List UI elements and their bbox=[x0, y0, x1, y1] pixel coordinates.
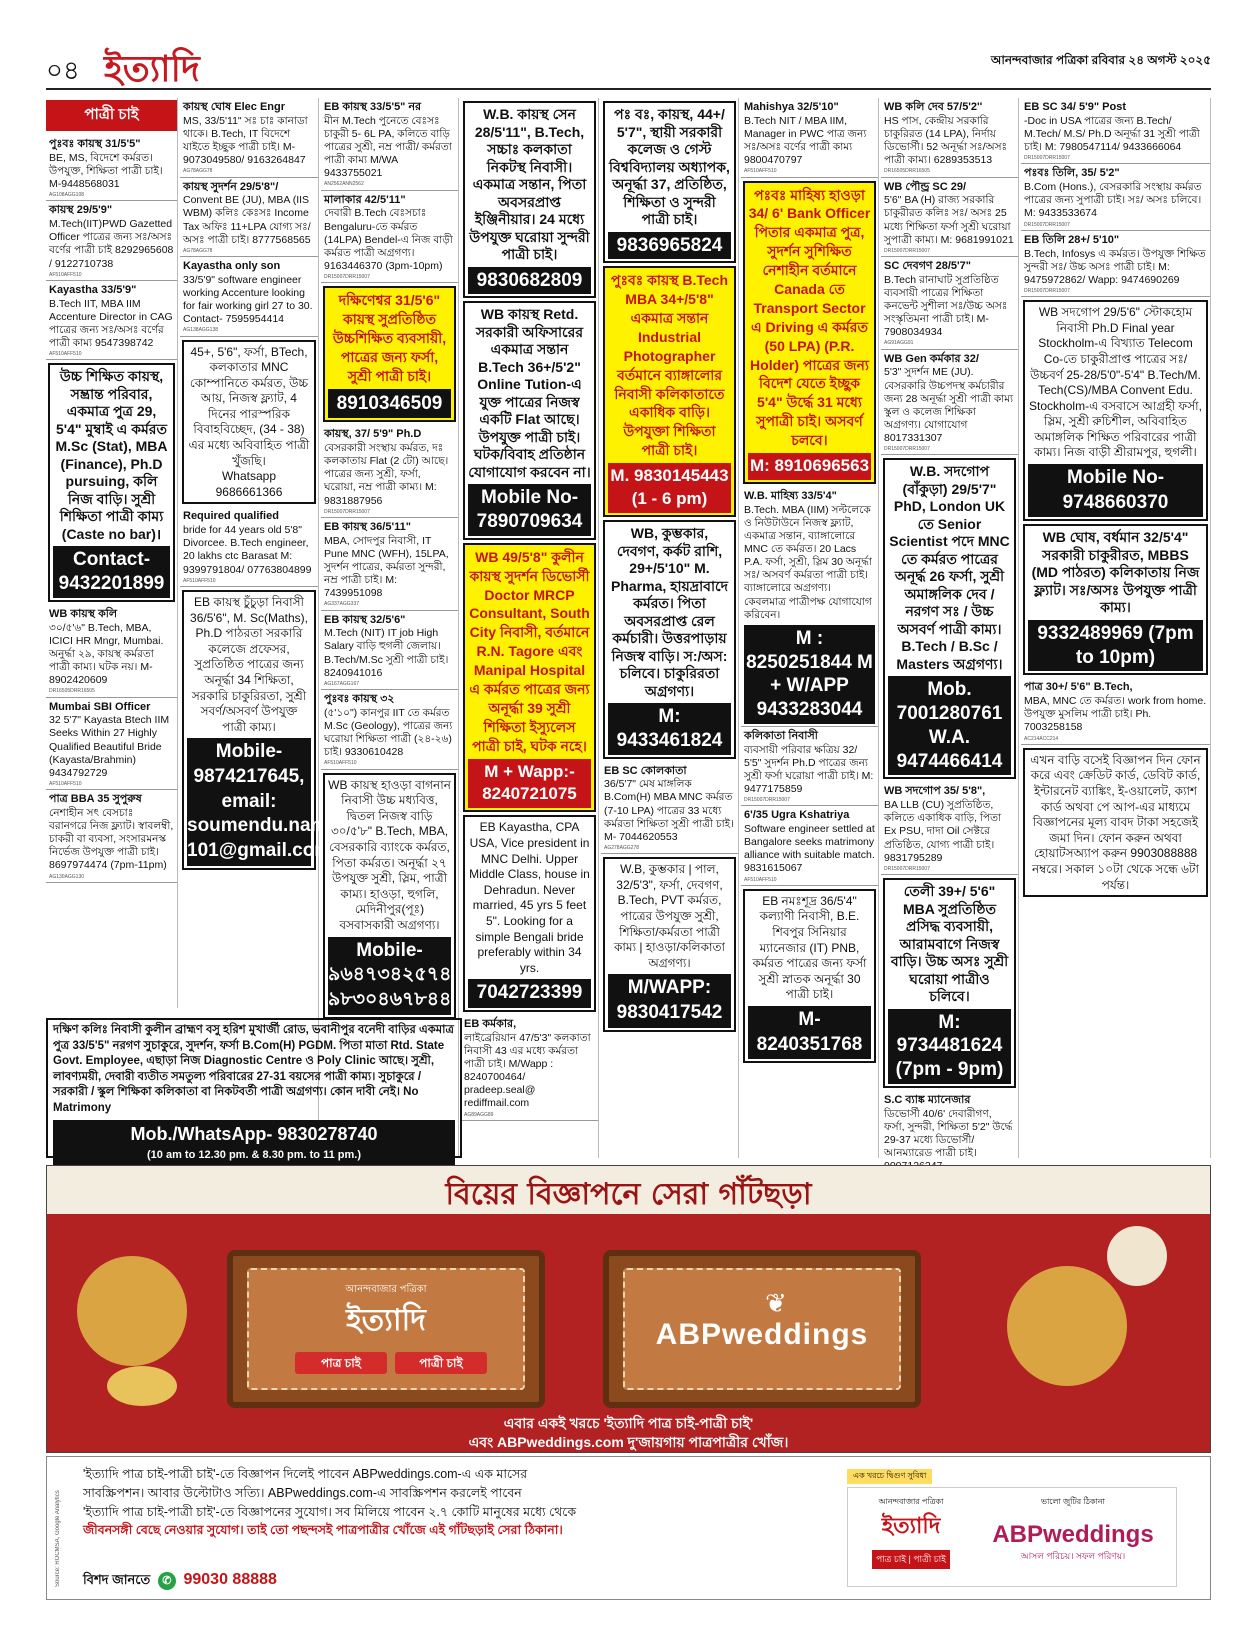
ad-heading: পঃবঃ তিলি, 35/ 5'2" bbox=[1024, 167, 1120, 180]
ad-text: W.B. কায়স্থ সেন 28/5'11", B.Tech, সচ্চাঃ কলকাতা নিকটস্থ নিবাসী। একমাত্র সন্তান, পিতা অবসরপ্রাপ্ত ইঞ্জিনীয়ার। 24 মধ্যে উপযুক্ত ঘরোয়া সুন্দরী পাত্রী চাই। bbox=[469, 106, 590, 262]
classified-ad bbox=[881, 98, 1018, 178]
abpweddings-card-inner bbox=[623, 1268, 901, 1390]
ad-heading: WB সদগোপ 35/ 5'8", bbox=[884, 785, 986, 798]
ad-heading: পাত্র 30+/ 5'6" B.Tech, bbox=[1024, 681, 1133, 694]
section-title: ইত্যাদি bbox=[104, 49, 200, 90]
ad-text: BA LLB (CU) সুপ্রতিষ্ঠিত, কলিতে একাধিক বাড়ি, পিতা Ex PSU, দাদা Oil সেক্টরে প্রতিষ্ঠিত, যোগ্য পাত্রী চাই। 9831795289 bbox=[884, 799, 1001, 864]
double-benefit-tag: এক খরচে দ্বিগুণ সুবিধা bbox=[847, 1469, 932, 1484]
ad-text: 45+, 5'6", ফর্সা, BTech, কলকাতার MNC কোম্পানিতে কর্মরত, উচ্চ আয়, নিজস্ব ফ্ল্যাট, 4 দিনের পারস্পরিক বিবাহবিচ্ছেদ, (34 - 38) এর মধ্যে অবিবাহিত পাত্রী খুঁজছি। bbox=[188, 344, 310, 468]
ad-heading: Kayastha 33/5'9" bbox=[49, 283, 137, 296]
ad-text: W.B. সদগোপ (বাঁকুড়া) 29/5'7" PhD, London UK তে Senior Scientist পদে MNC তে কর্মরত পাত্রের অনূর্দ্ধ 26 ফর্সা, সুশ্রী অমাঙ্গলিক দেব / নরগণ সঃ / উচ্চ অসবর্ণ পাত্রী কাম্য। B.Tech / B.Sc / Masters অগ্রগণ্য। bbox=[889, 463, 1010, 672]
ad-text: WB 49/5'8" কুলীন কায়স্থ সুদর্শন ডিভোর্সী Doctor MRCP Consultant, South City নিবাসী, বর্তমানে R.N. Tagore এবং Manipal Hospital এ কর্মরত পাত্রের জন্য অনূর্দ্ধা 39 সুশ্রী শিক্ষিতা ইস্যুলেস পাত্রী চাই, ঘটক নহে। bbox=[469, 548, 590, 754]
classified-ad bbox=[743, 889, 876, 1064]
classified-ad bbox=[321, 518, 458, 611]
abpweddings-logo-title: ABPweddings bbox=[992, 1521, 1154, 1548]
classified-ad bbox=[603, 857, 736, 1032]
ad-text: EB কায়স্থ চুঁচুড়া নিবাসী 36/5'6", M. Sc(Maths), Ph.D পাঠরতা সরকারি কলেজে প্রফেসর, সুপ্রতিষ্ঠিত পাত্রের জন্য অনূর্দ্ধা 34 শিক্ষিতা, সরকারি চাকুরিরতা, সুশ্রী সবর্ণ/অসবর্ণ উপযুক্ত পাত্রী কাম্য। bbox=[190, 594, 308, 734]
abpweddings-logo bbox=[978, 1496, 1168, 1580]
decor-item-right bbox=[1107, 1226, 1167, 1286]
ad-code: AG167AGG167 bbox=[324, 680, 360, 687]
ad-text: 5'6" BA (H) রাজ্য সরকারি চাকুরীরত কলিঃ সঃ/ অসঃ 25 মধ্যে শিক্ষিতা ফর্সা সুশ্রী ঘরোয়া সুপাত্রী কাম্য। M: 9681991021 bbox=[884, 194, 1014, 246]
abpweddings-card bbox=[603, 1250, 921, 1408]
abpweddings-logo-sub: ভালো জুটির ঠিকানা bbox=[1040, 1497, 1105, 1506]
info-line-3: 'ইত্যাদি পাত্র চাই-পাত্রী চাই'-তে বিজ্ঞাপনের সুযোগ। সব মিলিয়ে পাবেন ২.৭ কোটি মানুষের মধ্যে থেকে bbox=[83, 1504, 577, 1519]
ad-text: দক্ষিণেশ্বর 31/5'6" কায়স্থ সুপ্রতিষ্ঠিত উচ্চশিক্ষিত ব্যবসায়ী, পাত্রের জন্য ফর্সা, সুশ্রী পাত্রী চাই। bbox=[332, 292, 447, 384]
ad-code: AF510AFF510 bbox=[49, 271, 82, 278]
info-line-2: সাবস্ক্রিপশন। আবার উল্টোটাও সত্যি। ABPweddings.com-এ সাবস্ক্রিপশন করলেই পাবেন bbox=[83, 1485, 522, 1500]
ad-code: AC214ACC214 bbox=[1024, 735, 1059, 742]
banner-title: বিয়ের বিজ্ঞাপনে সেরা গাঁটছড়া bbox=[445, 1177, 812, 1212]
column-c6 bbox=[741, 98, 879, 1158]
classified-ad bbox=[1021, 98, 1210, 164]
ad-code: AN2562ANN2562 bbox=[324, 181, 364, 188]
ad-phone: Contact-9432201899 bbox=[53, 546, 170, 598]
page-header bbox=[46, 40, 1211, 90]
classified-ad bbox=[463, 815, 596, 1012]
ad-heading: Mahishya 32/5'10" bbox=[744, 101, 839, 113]
ad-text: ৩০/৫'৬" B.Tech, MBA, ICICI HR Mngr, Mumbai. অনুর্দ্ধা ২৯, কায়স্থ কর্মরতা পাত্রী কাম্য। ঘটক নয়। M-8902420609 bbox=[49, 621, 164, 687]
ad-text: 36/5'7" মেষ মাঙ্গলিক B.Com(H) MBA MNC কর্মরত (7-10 LPA) পাত্রের 33 মধ্যে কর্মরতা শিক্ষিতা সুশ্রী পাত্রী চাই। M- 7044620553 bbox=[604, 778, 734, 843]
ad-heading: S.C ব্যাঙ্ক ম্যানেজার bbox=[884, 1093, 971, 1106]
banner-footer bbox=[47, 1414, 1210, 1452]
classified-ad bbox=[1021, 164, 1210, 230]
ad-code: DR15007DRR15007 bbox=[884, 247, 930, 254]
ad-heading: EB SC কোলকাতা bbox=[604, 764, 687, 777]
classified-ad bbox=[180, 507, 318, 587]
classified-ad bbox=[1021, 678, 1210, 744]
ad-code: AF510AFF510 bbox=[324, 760, 357, 767]
whatsapp-number: 99030 88888 bbox=[183, 1571, 277, 1588]
ad-heading: কায়স্থ ঘোষ Elec Engr bbox=[183, 101, 286, 113]
classified-ad bbox=[881, 782, 1018, 875]
column-c5 bbox=[601, 98, 739, 1158]
ad-text: B.Tech, Infosys এ কর্মরত। উপযুক্ত শিক্ষিত সুন্দরী সঃ/ উচ্চ অসঃ পাত্রী চাই। M: 9475972862/ Wapp: 9474690269 bbox=[1024, 247, 1206, 286]
ad-code: AF510AFF510 bbox=[49, 351, 82, 358]
ad-phone: M : 8250251844 M + W/APP 9433283044 bbox=[744, 625, 875, 724]
decor-plate-right bbox=[1007, 1266, 1127, 1386]
classified-ad bbox=[182, 340, 316, 505]
ad-phone: Mobile No- 7890709634 bbox=[468, 484, 591, 536]
ad-text: B.Tech রানাঘাট সুপ্রতিষ্ঠিত ব্যবসায়ী পাত্রের শিক্ষিতা কনভেন্ট সুশীলা সঃ/উচ্চ অসঃ সংস্কৃতিমনা পাত্রী চাই। M-7908034934 bbox=[884, 273, 1008, 339]
ad-code: AF510AFF510 bbox=[183, 577, 216, 584]
ad-code: AG138AGG138 bbox=[183, 327, 219, 334]
ad-heading: Required qualified bbox=[183, 510, 279, 523]
ad-heading: Kayastha only son bbox=[183, 260, 281, 272]
ad-text: B.Tech IIT, MBA IIM Accenture Director in CAG পাত্রের জন্য সঃ/অসঃ বর্ণের পাত্রী কাম্য 9547398742 bbox=[49, 297, 173, 349]
ad-phone: Mobile- ৯৬৪৭৩৪২৫৭৪ ৯৮৩০৪৬৭৮৪৪ bbox=[328, 937, 451, 1015]
classified-ad bbox=[321, 98, 458, 191]
patri-chai-pill: পাত্রী চাই bbox=[395, 1352, 487, 1374]
classified-ad bbox=[180, 178, 318, 258]
ad-code: DR15007DRR15007 bbox=[1024, 221, 1070, 228]
source-note: Source: ROCMSA, Google Analytics bbox=[55, 1490, 61, 1587]
ad-code: AG78AGG78 bbox=[183, 247, 213, 254]
ad-code: DR15007DRR15007 bbox=[324, 274, 370, 280]
classified-ad bbox=[323, 773, 456, 1019]
classified-ad bbox=[1023, 524, 1208, 675]
ad-heading: EB তিলি 28+/ 5'10" bbox=[1024, 233, 1120, 246]
wide-ad-hours: (10 am to 12.30 pm. & 8.30 pm. to 11 pm.) bbox=[53, 1148, 455, 1165]
decor-plate-left-small bbox=[107, 1366, 177, 1406]
classified-ad bbox=[323, 286, 456, 422]
decor-plate-left bbox=[77, 1256, 187, 1366]
ad-heading: WB পৌন্ড্র SC 29/ bbox=[884, 180, 967, 193]
ad-heading: মালাকার 42/5'11" bbox=[324, 193, 406, 206]
column-c3 bbox=[321, 98, 459, 1158]
classified-ad bbox=[883, 878, 1016, 1088]
bottom-info-text bbox=[83, 1465, 803, 1540]
ittadi-card-inner bbox=[247, 1268, 525, 1390]
ad-code: AG108AGG108 bbox=[49, 192, 85, 199]
ad-code: DR15007DRR15007 bbox=[884, 865, 930, 872]
ad-text: M.Tech(IIT)PWD Gazetted Officer পাত্রের জন্য সঃ/অসঃ বর্ণের পাত্রী চাই 8292965608 / 9122710738 bbox=[49, 218, 174, 270]
ad-code: DR16505DRR16505 bbox=[49, 688, 95, 695]
ad-heading: SC দেবগণ 28/5'7" bbox=[884, 260, 971, 272]
classified-ad bbox=[180, 98, 318, 178]
ad-code: AG78AGG78 bbox=[183, 168, 213, 175]
ad-code: DR16505DRR16505 bbox=[884, 168, 930, 175]
section-tag: পাত্রী চাই bbox=[46, 100, 177, 131]
ad-text: WB সদগোপ 29/5'6" স্টোকহোম নিবাসী Ph.D Final year Stockholm-এ বিখ্যাত Telecom Co-তে চাকুরীপ্রাপ্ত পাত্রের সঃ/উচ্চবর্ণ 25-28/5'0"-5'4" B.Tech/M. Tech(CS)/MBA Convent Edu. Stockholm-এ বসবাসে আগ্রহী ফর্সা, স্লিম, সুশ্রী রুচিশীল, অবিবাহিত অমাঙ্গলিক শিক্ষিত পরিবারের পাত্রী কাম্য। নিজ বাড়ী শ্রীরামপুর, হুগলী। bbox=[1029, 305, 1202, 460]
ad-text: 33/5'9" software engineer working Accenture looking for fair working girl 27 to 30. Contact- 7595954414 bbox=[183, 273, 313, 326]
ad-text: 5'3" সুদর্শন ME (JU). বেসরকারি উচ্চপদস্থ কর্মচারীর জন্য 28 অনূর্দ্ধা সুশ্রী পাত্রী কাম্য স্কুল ও কলেজ শিক্ষিকা অগ্রগণ্য। যোগাযোগ 8017331307 bbox=[884, 366, 1014, 444]
classified-ad bbox=[1023, 748, 1208, 897]
ad-heading: EB SC 34/ 5'9" Post bbox=[1024, 101, 1126, 113]
ad-heading: পাত্র BBA 35 সুপুরুষ bbox=[49, 793, 142, 806]
ittadi-logo-sub: আনন্দবাজার পত্রিকা bbox=[878, 1497, 944, 1506]
ad-phone: M/WAPP: 9830417542 bbox=[608, 974, 731, 1027]
whatsapp-icon: ✆ bbox=[158, 1572, 176, 1590]
ad-text: পঃবঃ মাহিষ্য হাওড়া 34/ 6' Bank Officer পিতার একমাত্র পুত্র, সুদর্শন সুশিক্ষিত নেশাহীন বর্তমানে Canada তে Transport Sector এ Driving এ কর্মরত (50 LPA) (P.R. Holder) পাত্রের জন্য বিদেশ যেতে ইচ্ছুক 5'4" উর্দ্ধে 31 মধ্যে সুপাত্রী চাই। অসবর্ণ চলবে। bbox=[748, 186, 871, 449]
whatsapp-line bbox=[83, 1571, 277, 1592]
ad-heading: EB কর্মকার, bbox=[464, 1018, 517, 1031]
ad-code: DR15007DRR15007 bbox=[744, 797, 790, 804]
ad-phone: M- 8240351768 bbox=[748, 1006, 871, 1059]
info-line-1: 'ইত্যাদি পাত্র চাই-পাত্রী চাই'-তে বিজ্ঞাপন দিলেই পাবেন ABPweddings.com-এ এক মাসের bbox=[83, 1467, 528, 1481]
classified-ad bbox=[46, 605, 177, 698]
classified-ad bbox=[1021, 231, 1210, 297]
ad-phone: M + Wapp:- 8240721075 bbox=[468, 759, 591, 809]
paper-dateline: আনন্দবাজার পত্রিকা রবিবার ২৪ অগস্ট ২০২৫ bbox=[990, 53, 1211, 67]
column-c8 bbox=[1021, 98, 1211, 1158]
classified-ad bbox=[46, 281, 177, 361]
ad-text: উচ্চ শিক্ষিত কায়স্থ, সম্ভ্রান্ত পরিবার, একমাত্র পুত্র 29, 5'4" মুম্বাই এ কর্মরত M.Sc (Stat), MBA (Finance), Ph.D pursuing, কলি নিজ বাড়ি। সুশ্রী শিক্ষিতা পাত্রী কাম্য (Caste no bar)। bbox=[55, 368, 168, 542]
ad-text: B.Tech NIT / MBA IIM, Manager in PWC পাত্র জন্য সঃ/অসঃ বর্ণের পাত্রী কাম্য 9800470797 bbox=[744, 114, 867, 167]
ad-text: 32 5'7" Kayasta Btech IIM Seeks Within 27 Highly Qualified Beautiful Bride (Kayasta/Brahmin) 9434792729 bbox=[49, 714, 170, 779]
ad-heading: পুঃবঃ কায়স্থ 31/5'5" bbox=[49, 138, 141, 150]
ad-phone: M. 9830145443 (1 - 6 pm) bbox=[608, 463, 731, 513]
ad-phone: M: 8910696563 bbox=[748, 453, 871, 480]
ittadi-card bbox=[227, 1250, 545, 1408]
ad-code: AG130AGG130 bbox=[49, 873, 85, 880]
classified-ad bbox=[741, 98, 878, 178]
classified-ad bbox=[603, 101, 736, 263]
classified-ad bbox=[180, 257, 318, 337]
ad-phone: Mobile- 9874217645, email: soumendu.nandy 101@gmail.com bbox=[187, 738, 311, 865]
classified-ad bbox=[601, 762, 738, 855]
ad-phone: M: 9734481624 (7pm - 9pm) bbox=[888, 1009, 1011, 1084]
bottom-info-box bbox=[46, 1456, 1211, 1600]
ad-heading: 6'/35 Ugra Kshatriya bbox=[744, 809, 850, 822]
ittadi-card-title: ইত্যাদি bbox=[346, 1304, 426, 1337]
classified-ad bbox=[741, 727, 878, 807]
ad-heading: WB কায়স্থ কলি bbox=[49, 607, 118, 620]
classified-ad bbox=[463, 301, 596, 540]
ad-text: মীন M.Tech পুনেতে বেঃসঃ চাকুরী 5- 6L PA, কলিতে বাড়ি পাত্রের সুশ্রী, নম্র পাত্রী/ কর্মরতা পাত্রী কাম্য M/WA 9433755021 bbox=[324, 114, 452, 180]
ad-text: EB নমঃশূদ্র 36/5'4" কল্যাণী নিবাসী, B.E. শিবপুর সিনিয়ার ম্যানেজার (IT) PNB, কর্মরত পাত্রের জন্য ফর্সা সুশ্রী স্নাতক অনূর্দ্ধা 30 পাত্রী চাই। bbox=[752, 893, 867, 1002]
ad-text: M.Tech (NIT) IT job High Salary বাড়ি হুগলী জেলায়। B.Tech/M.Sc সুশ্রী পাত্রী চাই। 8240941016 bbox=[324, 627, 449, 679]
ad-text: W.B, কুম্ভকার | পাল, 32/5'3", ফর্সা, দেবগণ, B.Tech, PVT কর্মরত, পাত্রের উপযুক্ত সুশ্রী, শিক্ষিতা/কর্মরতা পাত্রী কাম্য | হাওড়া/কলিকাতা অগ্রগণ্য। bbox=[614, 862, 725, 970]
ad-code: DR15007DRR15007 bbox=[1024, 287, 1070, 294]
ad-text: ব্যবসায়ী পরিবার ক্ষত্রিয় 32/ 5'5" সুদর্শন Ph.D পাত্রের জন্য সুশ্রী ফর্সা ঘরোয়া পাত্রী চাই। M: 9477175859 bbox=[744, 743, 874, 795]
ad-heading: পুঃবঃ কায়স্থ ৩২ bbox=[324, 693, 395, 706]
ad-heading: কায়স্থ সুদর্শন 29/5'8"/ bbox=[183, 180, 279, 193]
wide-classified-ad bbox=[46, 1018, 462, 1162]
newspaper-page bbox=[46, 40, 1211, 1600]
ad-text: দেবারী B.Tech বেঃসচাঃ Bengaluru-তে কর্মরত (14LPA) Bendel-এ নিজ বাড়ী কর্মরত পাত্রী অগ্রগণ্য। 9163446370 (3pm-10pm) bbox=[324, 207, 453, 272]
ad-text: -Doc in USA পাত্রের জন্য B.Tech/ M.Tech/ M.S/ Ph.D অনূর্দ্ধা 31 সুশ্রী পাত্রী চাই। M: 7980547114/ 9433666064 bbox=[1024, 114, 1200, 153]
classified-ad bbox=[321, 425, 458, 518]
ad-code: AF510AFF510 bbox=[744, 168, 777, 175]
ad-code: AG89AGG89 bbox=[464, 1111, 494, 1118]
ad-heading: কলিকাতা নিবাসী bbox=[744, 729, 818, 742]
ad-text: ডিভোর্সী 40/6' দেবারীগণ, ফর্সা, সুন্দরী, শিক্ষিতা 5'2" উর্দ্ধে 29-37 মধ্যে ডিভোর্সী/ আনম্যারেড পাত্রী চাই। bbox=[884, 1107, 1013, 1159]
info-line-4: জীবনসঙ্গী বেছে নেওয়ার সুযোগ। তাই তো পছন্দসই পাত্রপাত্রীর খোঁজে এই গাঁটছড়াই সেরা ঠিকানা। bbox=[83, 1523, 563, 1538]
ad-text: MBA, MNC তে কর্মরত। work from home. উপযুক্ত মুসলিম পাত্রী চাই। Ph. 7003258158 bbox=[1024, 695, 1207, 734]
ad-code: DR15007DRR15007 bbox=[884, 446, 930, 453]
ad-text: HS পাস, কেন্দ্রীয় সরকারি চাকুরিরত (14 LPA), নির্দায় ডিভোর্সী। 52 অনূর্দ্ধা সঃ/অসঃ পাত্রী কাম্য। 6289353513 bbox=[884, 114, 1008, 167]
classified-ad bbox=[463, 101, 596, 298]
ad-heading: Mumbai SBI Officer bbox=[49, 700, 151, 713]
ad-heading: কায়স্থ, 37/ 5'9" Ph.D bbox=[324, 428, 422, 441]
ad-text: B.Com (Hons.), বেসরকারি সংস্থায় কর্মরত পাত্রের জন্য সুপাত্রী চাই। সঃ/ অসঃ চলিবে। M: 9433533674 bbox=[1024, 181, 1202, 220]
ad-text: MS, 33/5'11" সঃ চাঃ কানাডা থাকে। B.Tech, IT বিদেশে যাইতে ইচ্ছুক পাত্রী চাই। M- 9073049580/ 9163264847 bbox=[183, 114, 308, 167]
ad-text: (৫'১০") কানপুর IIT তে কর্মরত M.Sc (Geology), পাত্রের জন্য ঘরোয়া শিক্ষিতা পাত্রী (২৪-২৬) চাই। 9330610428 bbox=[324, 706, 453, 759]
ad-code: DR15007DRR15007 bbox=[324, 508, 370, 515]
classified-ad bbox=[46, 698, 177, 791]
ad-text: নেশাহীন সৎ বেসচাঃ বরানগরে নিজ ফ্ল্যাট। স্বাবলম্বী, চাকরী বা ব্যবসা, সংসারমনস্ক নির্ভেজ উপযুক্ত পাত্রী চাই। 8697974474 (7pm-11pm) bbox=[49, 806, 174, 872]
ad-heading: WB Gen কর্মকার 32/ bbox=[884, 352, 979, 365]
wide-ad-phone: Mob./WhatsApp- 9830278740 bbox=[53, 1120, 455, 1148]
classified-ad bbox=[883, 458, 1016, 779]
whatsapp-label: বিশদ জানতে bbox=[83, 1572, 151, 1587]
classified-ad bbox=[1023, 300, 1208, 521]
logo-box bbox=[847, 1487, 1177, 1587]
column-c1 bbox=[46, 98, 178, 1008]
ad-text: এখন বাড়ি বসেই বিজ্ঞাপন দিন ফোন করে এবং ক্রেডিট কার্ড, ডেবিট কার্ড, ইন্টারনেট ব্যাঙ্কিং, ই-ওয়ালেট, ক্যাশ কার্ড অথবা পে আপ-এর মাধ্যমে বিজ্ঞাপনের মূল্য বাবদ টাকা সহজেই জমা দিন। ফোন করুন অথবা হোয়াটসঅ্যাপ করুন 9903088888 নম্বরে। সকাল ১০টা থেকে সন্ধে ৬টা পর্যন্ত। bbox=[1030, 752, 1201, 892]
banner-footer-line2: এবং ABPweddings.com দু'জায়গায় পাত্রপাত্রীর খোঁজ। bbox=[468, 1433, 789, 1450]
ittadi-logo-title: ইত্যাদি bbox=[881, 1513, 941, 1538]
ad-text: WB কায়স্থ হাওড়া বাগনান নিবাসী উচ্চ মধ্যবিত্ত, দ্বিতল নিজস্ব বাড়ি ৩০/৫'৮" B.Tech, MBA, বেসরকারি ব্যাংকে কর্মরত, পিতা কর্মরত। অনূর্দ্ধা ২৭ উপযুক্ত সুশ্রী, স্লিম, পাত্রী কাম্য। হাওড়া, হুগলি, মেদিনীপুর(পূঃ) বসবাসকারী অগ্রগণ্য। bbox=[328, 777, 451, 932]
ad-text: WB ঘোষ, বর্ধমান 32/5'4" সরকারী চাকুরীরত, MBBS (MD পাঠরত) কলিকাতায় নিজ ফ্ল্যাট। সঃ/অসঃ উপযুক্ত পাত্রী কাম্য। bbox=[1031, 529, 1200, 616]
classified-ad bbox=[743, 181, 876, 484]
promo-banner bbox=[46, 1165, 1211, 1453]
abpweddings-card-title: ABPweddings bbox=[655, 1318, 869, 1351]
page-number: ০৪ bbox=[46, 56, 80, 86]
ad-text: WB, কুম্ভকার, দেবগণ, কর্কট রাশি, 29+/5'10" M. Pharma, হায়দ্রাবাদে কর্মরত। পিতা অবসরপ্রাপ্ত রেল কর্মচারী। উত্তরপাড়ায় নিজস্ব বাড়ি। স:/অস: চলিবে। চাকুরিরতা অগ্রগণ্য। bbox=[611, 525, 728, 699]
ad-code: AF510AFF510 bbox=[744, 876, 777, 883]
ittadi-card-subtitle: আনন্দবাজার পত্রিকা bbox=[345, 1284, 427, 1295]
classified-ad bbox=[881, 178, 1018, 258]
ad-code: AG278AGG278 bbox=[604, 844, 640, 851]
classified-ad bbox=[741, 487, 878, 727]
ad-heading: EB কায়স্থ 32/5'6" bbox=[324, 613, 406, 626]
classified-ad bbox=[48, 363, 175, 602]
ad-text: WB কায়স্থ Retd. সরকারী অফিসারের একমাত্র সন্তান B.Tech 36+/5'2" Online Tution-এ যুক্ত পাত্রের নিজস্ব একটি Flat আছে। উপযুক্ত পাত্রী চাই। ঘটক/বিবাহ প্রতিষ্ঠান যোগাযোগ করবেন না। bbox=[468, 306, 591, 480]
classified-ad bbox=[46, 135, 177, 201]
ad-phone: 9830682809 bbox=[468, 267, 591, 295]
ad-text: বেসরকারী সংস্থায় কর্মরত, দঃ কলকাতায় Flat (2 টো) আছে। পাত্রের জন্য সুশ্রী, ফর্সা, ঘরোয়া, নম্র পাত্রী কাম্য। M: 9831887956 bbox=[324, 442, 449, 507]
wide-ad-text: দক্ষিণ কলিঃ নিবাসী কুলীন ব্রাহ্মণ বসু হরিশ মুখার্জী রোড, ভবানীপুর বনেদী বাড়ির একমাত্র পুত্র 33/5'5" নরগণ সুচাকুরে, সুদর্শন, ফর্সা B.Com(H) PGDM. পিতা মাতা Rtd. State Govt. Employee, এছাড়া নিজ Diagnostic Centre ও Poly Clinic আছে। সুশ্রী, লাবণ্যময়ী, দেবারী ব্যতীত সমতুল্য পরিবারের 27-31 বয়সের পাত্রী কাম্য। সুচাকুরে / সরকারী / স্কুল শিক্ষিকা কলিকাতা বা নিকটবর্তী পাত্রী অগ্রগণ্য। কোন দাবী নেই। No Matrimony bbox=[53, 1024, 454, 1114]
classified-ad bbox=[321, 611, 458, 691]
classified-ad bbox=[46, 201, 177, 281]
classified-ad bbox=[603, 266, 736, 517]
ad-code: AG337AGG337 bbox=[324, 601, 360, 608]
classified-ad bbox=[321, 191, 458, 284]
classified-ad bbox=[463, 543, 596, 813]
ad-phone: Mobile No- 9748660370 bbox=[1028, 464, 1203, 517]
ad-text: পঃ বঃ, কায়স্থ, 44+/ 5'7", স্থায়ী সরকারী কলেজ ও গেস্ট বিশ্ববিদ্যালয় অধ্যাপক, অনূর্দ্ধা 37, প্রতিষ্ঠিত, শিক্ষিতা ও সুন্দরী পাত্রী চাই। bbox=[609, 106, 730, 227]
ad-text: bride for 44 years old 5'8" Divorcee. B.Tech engineer, 20 lakhs ctc Barasat M: 9399791804/ 07763804899 bbox=[183, 524, 312, 576]
classified-ad bbox=[46, 790, 177, 883]
ad-code: AG91AGG91 bbox=[884, 340, 914, 347]
ad-text: EB Kayastha, CPA USA, Vice president in MNC Delhi. Upper Middle Class, house in Dehradun. Never married, 45 yrs 5 feet 5". Looking for a simple Bengali bride preferably within 34 yrs. bbox=[469, 820, 590, 975]
classified-ad bbox=[461, 1015, 598, 1121]
banner-footer-line1: এবার একই খরচে 'ইত্যাদি পাত্র চাই-পাত্রী চাই' bbox=[503, 1415, 754, 1431]
ad-text: লাইব্রেরিয়ান 47/5'3" কলকাতা নিবাসী 43 এর মধ্যে কর্মরতা পাত্রী চাই। M/Wapp : 8240700464/ pradeep.seal@ rediffmail.com bbox=[464, 1031, 591, 1110]
ad-text: BE, MS, বিদেশে কর্মরত। উপযুক্ত, শিক্ষিতা পাত্রী চাই। M-9448568031 bbox=[49, 151, 163, 190]
classified-ad bbox=[603, 520, 736, 759]
ad-tail: Whatsapp 9686661366 bbox=[215, 469, 283, 499]
ad-heading: EB কায়স্থ 36/5'11" bbox=[324, 520, 411, 533]
ad-heading: কায়স্থ 29/5'9" bbox=[49, 204, 113, 217]
ittadi-logo bbox=[856, 1496, 966, 1580]
ad-phone: 9332489969 (7pm to 10pm) bbox=[1028, 620, 1203, 672]
ad-phone: 8910346509 bbox=[328, 389, 451, 419]
ad-text: Software engineer settled at Bangalore seeks matrimony alliance with suitable match. 9831615067 bbox=[744, 823, 875, 875]
column-c7 bbox=[881, 98, 1019, 1158]
ad-text: পুঃবঃ কায়স্থ B.Tech MBA 34+/5'8" একমাত্র সন্তান Industrial Photographer বর্তমানে ব্যাঙ্গালোর নিবাসী কলিকাতাতে একাধিক বাড়ি। উপযুক্তা শিক্ষিতা পাত্রী চাই। bbox=[610, 272, 728, 459]
ad-phone: M: 9433461824 bbox=[608, 703, 731, 755]
ad-phone: 7042723399 bbox=[468, 979, 591, 1008]
ad-text: Convent BE (JU), MBA (IIS WBM) কলিঃ কেঃসঃ Income Tax অফিঃ 11+LPA যোগ্য সঃ/ অসঃ পাত্রী চাই। 8777568565 bbox=[183, 194, 311, 246]
ad-phone: Mob. 7001280761 W.A. 9474466414 bbox=[888, 676, 1011, 775]
classified-ad bbox=[321, 690, 458, 770]
ad-text: MBA, সোদপুর নিবাসী, IT Pune MNC (WFH), 15LPA, সুদর্শন পাত্রের, কর্মরতা সুন্দরী, নম্র পাত্রী চাই। M: 7439951098 bbox=[324, 534, 449, 600]
patra-chai-pill: পাত্র চাই bbox=[295, 1352, 387, 1374]
ad-heading: EB কায়স্থ 33/5'5" নর bbox=[324, 101, 422, 113]
classified-ad bbox=[881, 350, 1018, 456]
butterfly-icon: ❦ bbox=[765, 1288, 787, 1318]
classified-ad bbox=[741, 806, 878, 886]
classified-ad bbox=[881, 257, 1018, 350]
ad-text: B.Tech. MBA (IIM) সল্টলেকে ও নিউটাউনে নিজস্ব ফ্ল্যাট, একমাত্র সন্তান, ব্যাঙ্গালোরে MNC তে কর্মরত। 20 Lacs P.A. ফর্সা, সুশ্রী, স্লিম 30 অনূর্দ্ধা সঃ/ অসবর্ণ কর্মরতা পাত্রী চাই। ব্যাঙ্গালোরে অগ্রগণ্য। কেবলমাত্র পাত্রীপক্ষ যোগাযোগ করিবেন। bbox=[744, 503, 872, 621]
ad-phone: 9836965824 bbox=[608, 232, 731, 260]
ad-heading: WB কলি দেব 57/5'2'' bbox=[884, 101, 983, 113]
ittadi-logo-pill: পাত্র চাই | পাত্রী চাই bbox=[872, 1550, 950, 1569]
column-c4 bbox=[461, 98, 599, 1158]
ad-heading: W.B. মাহিষ্য 33/5'4" bbox=[744, 489, 837, 502]
ad-code: DR15007DRR15007 bbox=[1024, 155, 1070, 162]
ad-code: AF510AFF510 bbox=[49, 780, 82, 787]
abpweddings-logo-tagline: আসল পরিচয়। সফল পরিণয়। bbox=[1020, 1551, 1126, 1561]
ad-text: তেলী 39+/ 5'6" MBA সুপ্রতিষ্ঠিত প্রসিদ্ধ ব্যবসায়ী, আরামবাগে নিজস্ব বাড়ি। উচ্চ অসঃ সুশ্রী ঘরোয়া পাত্রীও চলিবে। bbox=[890, 883, 1009, 1004]
